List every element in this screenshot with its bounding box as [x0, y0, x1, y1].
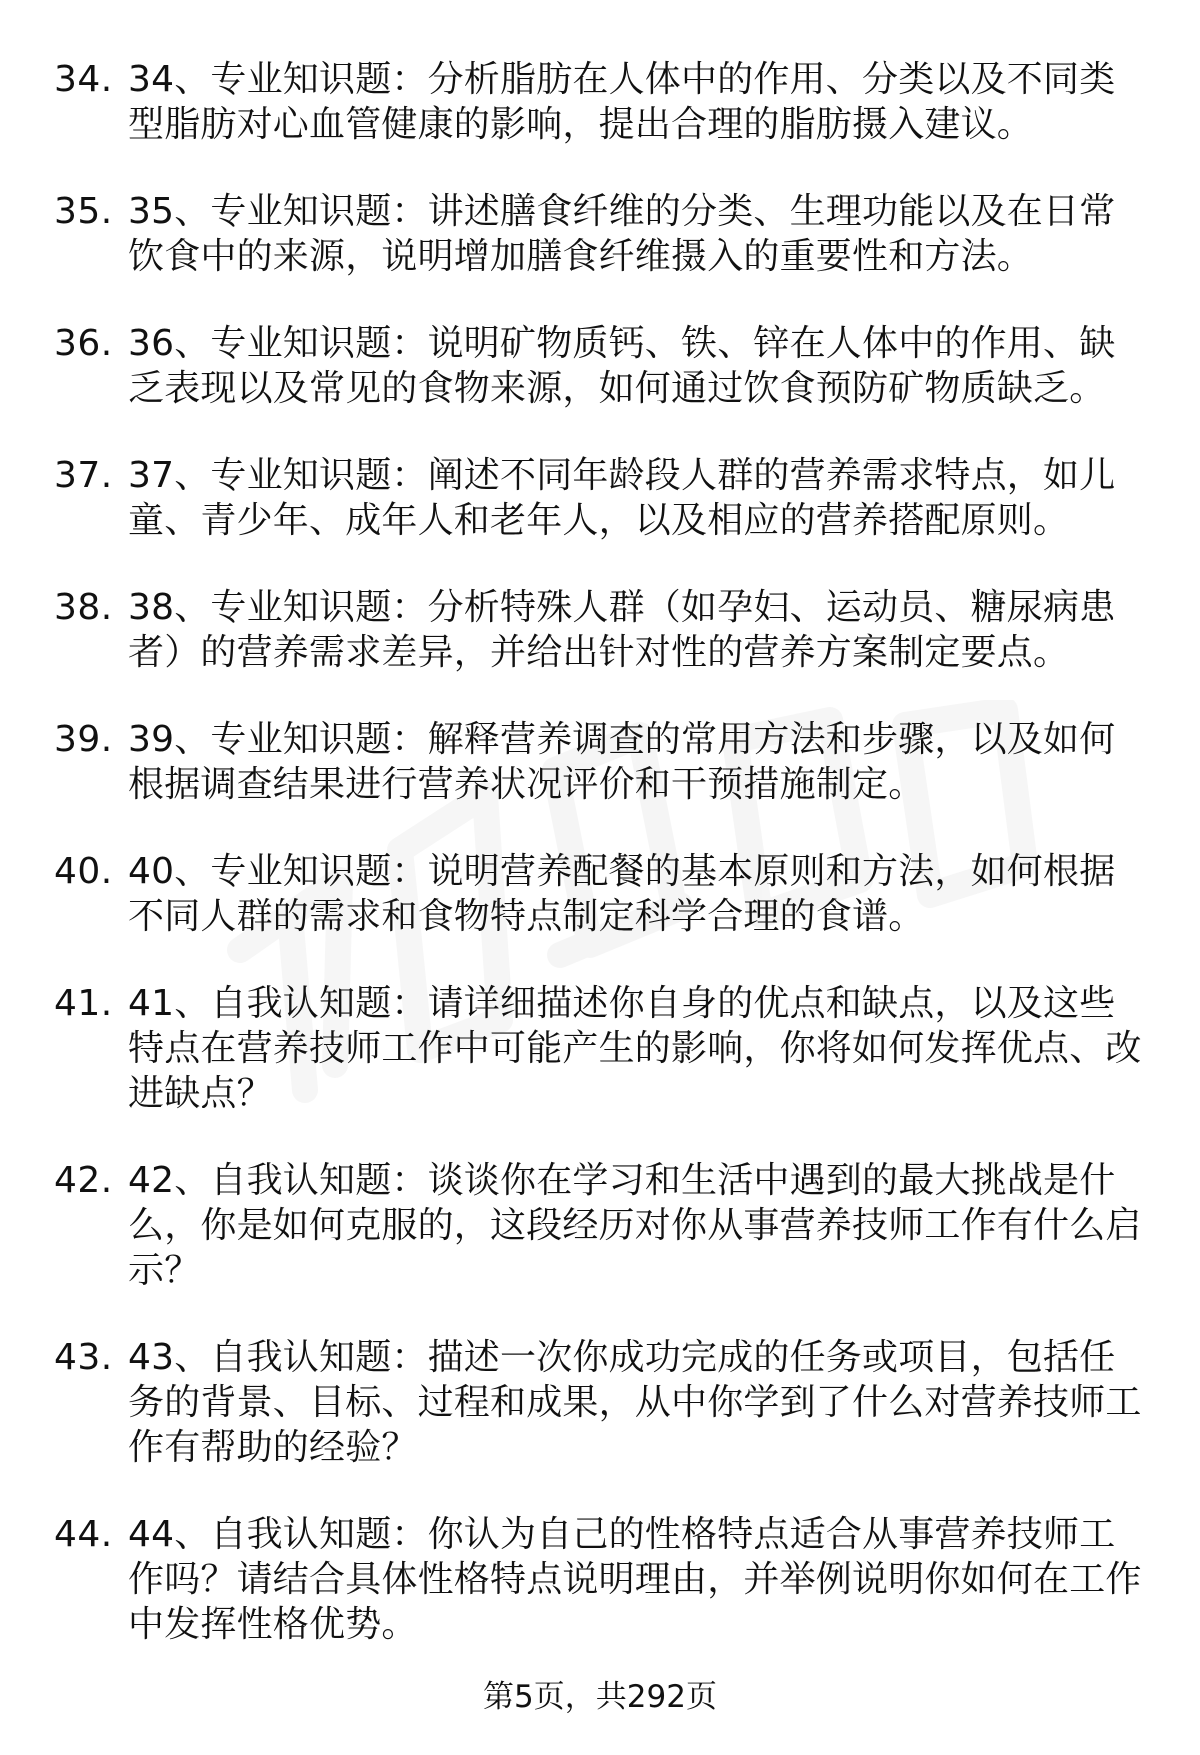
question-text: 42、自我认知题：谈谈你在学习和生活中遇到的最大挑战是什么，你是如何克服的，这段经历对你从事营养技师工作有什么启示？ — [128, 1160, 1142, 1291]
question-number: 40. — [54, 851, 113, 892]
question-text: 43、自我认知题：描述一次你成功完成的任务或项目，包括任务的背景、目标、过程和成果，从中你学到了什么对营养技师工作有帮助的经验？ — [128, 1337, 1142, 1468]
question-item-38 — [0, 585, 1200, 675]
question-number: 36. — [54, 323, 113, 364]
question-text: 39、专业知识题：解释营养调查的常用方法和步骤，以及如何根据调查结果进行营养状况评价和干预措施制定。 — [128, 719, 1116, 805]
question-number: 43. — [54, 1337, 113, 1378]
question-text: 37、专业知识题：阐述不同年龄段人群的营养需求特点，如儿童、青少年、成年人和老年人，以及相应的营养搭配原则。 — [128, 455, 1116, 541]
question-number: 37. — [54, 455, 113, 496]
question-text: 44、自我认知题：你认为自己的性格特点适合从事营养技师工作吗？请结合具体性格特点说明理由，并举例说明你如何在工作中发挥性格优势。 — [128, 1514, 1142, 1645]
question-list — [0, 57, 1200, 1689]
question-item-44 — [0, 1512, 1200, 1647]
question-item-34 — [0, 57, 1200, 147]
question-item-42 — [0, 1158, 1200, 1293]
question-number: 39. — [54, 719, 113, 760]
question-number: 41. — [54, 983, 113, 1024]
question-number: 34. — [54, 59, 113, 100]
question-number: 42. — [54, 1160, 113, 1201]
question-number: 38. — [54, 587, 113, 628]
question-item-43 — [0, 1335, 1200, 1470]
question-item-40 — [0, 849, 1200, 939]
question-item-41 — [0, 981, 1200, 1116]
question-item-39 — [0, 717, 1200, 807]
question-item-35 — [0, 189, 1200, 279]
question-text: 36、专业知识题：说明矿物质钙、铁、锌在人体中的作用、缺乏表现以及常见的食物来源，如何通过饮食预防矿物质缺乏。 — [128, 323, 1116, 409]
question-item-37 — [0, 453, 1200, 543]
question-number: 35. — [54, 191, 113, 232]
page-number-label: 第5页，共292页 — [483, 1679, 717, 1715]
question-text: 41、自我认知题：请详细描述你自身的优点和缺点，以及这些特点在营养技师工作中可能产生的影响，你将如何发挥优点、改进缺点？ — [128, 983, 1142, 1114]
page-footer — [0, 1677, 1200, 1717]
question-text: 38、专业知识题：分析特殊人群（如孕妇、运动员、糖尿病患者）的营养需求差异，并给出针对性的营养方案制定要点。 — [128, 587, 1116, 673]
question-text: 34、专业知识题：分析脂肪在人体中的作用、分类以及不同类型脂肪对心血管健康的影响，提出合理的脂肪摄入建议。 — [128, 59, 1116, 145]
question-text: 40、专业知识题：说明营养配餐的基本原则和方法，如何根据不同人群的需求和食物特点制定科学合理的食谱。 — [128, 851, 1116, 937]
question-number: 44. — [54, 1514, 113, 1555]
question-item-36 — [0, 321, 1200, 411]
question-text: 35、专业知识题：讲述膳食纤维的分类、生理功能以及在日常饮食中的来源，说明增加膳食纤维摄入的重要性和方法。 — [128, 191, 1116, 277]
